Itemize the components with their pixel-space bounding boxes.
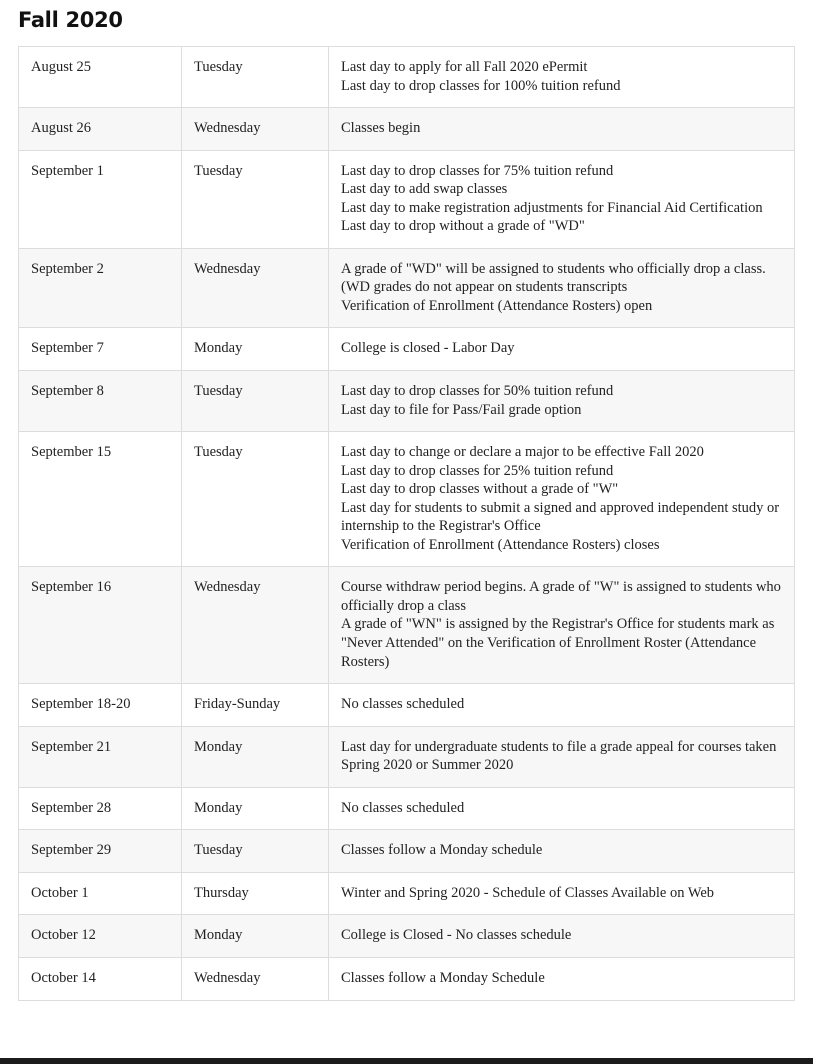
description-line: College is closed - Labor Day [341,340,515,357]
table-row [19,248,795,328]
cell-date: September 21 [19,726,182,787]
description-line: Verification of Enrollment (Attendance Rosters) open [341,297,653,314]
cell-description [329,726,795,787]
table-row [19,150,795,248]
cell-description [329,567,795,684]
cell-description [329,371,795,432]
cell-description [329,108,795,151]
description-line: Last day to apply for all Fall 2020 ePermit [341,59,588,75]
description-line: Last day to file for Pass/Fail grade option [341,401,582,418]
description-line: Last day to change or declare a major to be effective Fall 2020 [341,444,704,461]
table-row [19,432,795,567]
description-line: Last day for students to submit a signed and approved independent study or internship to the Registrar's Office [341,499,783,535]
cell-day: Tuesday [182,47,329,108]
description-line: Classes follow a Monday Schedule [341,969,545,986]
table-row [19,567,795,684]
cell-day: Wednesday [182,957,329,1000]
cell-date: September 18-20 [19,684,182,727]
description-line: Last day to drop classes for 75% tuition refund [341,162,614,179]
cell-day: Tuesday [182,830,329,873]
cell-day: Wednesday [182,108,329,151]
page-bottom-rule [0,1058,813,1064]
table-row [19,47,795,108]
table-row [19,726,795,787]
cell-day: Monday [182,726,329,787]
description-line: Verification of Enrollment (Attendance Rosters) closes [341,536,660,553]
cell-date: September 16 [19,567,182,684]
cell-description [329,150,795,248]
cell-date: October 12 [19,915,182,958]
description-line: A grade of "WD" will be assigned to students who officially drop a class. (WD grades do not appear on students transcripts [341,260,770,296]
cell-description [329,787,795,830]
cell-date: September 28 [19,787,182,830]
cell-day: Friday-Sunday [182,684,329,727]
cell-day: Monday [182,328,329,371]
description-line: Last day to drop classes without a grade of "W" [341,481,619,498]
description-line: Course withdraw period begins. A grade of "W" is assigned to students who officially drop a class [341,579,785,614]
cell-description [329,957,795,1000]
cell-description [329,915,795,958]
description-line: Classes begin [341,120,421,137]
cell-day: Monday [182,787,329,830]
description-line: College is Closed - No classes schedule [341,927,572,944]
academic-calendar-table [18,46,795,1001]
table-row [19,830,795,873]
cell-date: September 29 [19,830,182,873]
cell-date: September 2 [19,248,182,328]
cell-day: Wednesday [182,567,329,684]
cell-description [329,47,795,108]
cell-date: October 1 [19,872,182,915]
description-line: No classes scheduled [341,799,465,816]
description-line: No classes scheduled [341,696,465,713]
cell-description [329,684,795,727]
description-line: Last day for undergraduate students to file a grade appeal for courses taken Spring 2020 or Summer 2020 [341,738,780,774]
table-row [19,371,795,432]
cell-date: August 26 [19,108,182,151]
cell-description [329,872,795,915]
cell-day: Tuesday [182,432,329,567]
description-line: Last day to drop classes for 100% tuition refund [341,77,621,94]
cell-date: September 15 [19,432,182,567]
calendar-table-body [19,47,795,1001]
cell-date: August 25 [19,47,182,108]
cell-description [329,432,795,567]
cell-description [329,830,795,873]
description-line: Last day to drop classes for 50% tuition refund [341,383,614,400]
academic-calendar-page [0,8,813,1001]
description-line: Last day to add swap classes [341,181,508,198]
cell-day: Wednesday [182,248,329,328]
cell-day: Tuesday [182,371,329,432]
cell-description [329,328,795,371]
table-row [19,328,795,371]
cell-day: Thursday [182,872,329,915]
table-row [19,915,795,958]
description-line: Last day to drop without a grade of "WD" [341,218,585,235]
cell-date: September 7 [19,328,182,371]
cell-date: October 14 [19,957,182,1000]
table-row [19,957,795,1000]
page-title: Fall 2020 [18,8,123,32]
cell-date: September 1 [19,150,182,248]
cell-description [329,248,795,328]
cell-day: Monday [182,915,329,958]
description-line: Classes follow a Monday schedule [341,842,543,859]
description-line: Last day to drop classes for 25% tuition refund [341,462,614,479]
table-row [19,108,795,151]
table-row [19,684,795,727]
description-line: Winter and Spring 2020 - Schedule of Classes Available on Web [341,884,715,901]
description-line: A grade of "WN" is assigned by the Registrar's Office for students mark as "Never Attended" on the Verification of Enrollment Roster (Attendance Rosters) [341,616,778,670]
table-row [19,872,795,915]
description-line: Last day to make registration adjustments for Financial Aid Certification [341,199,763,216]
cell-date: September 8 [19,371,182,432]
cell-day: Tuesday [182,150,329,248]
table-row [19,787,795,830]
